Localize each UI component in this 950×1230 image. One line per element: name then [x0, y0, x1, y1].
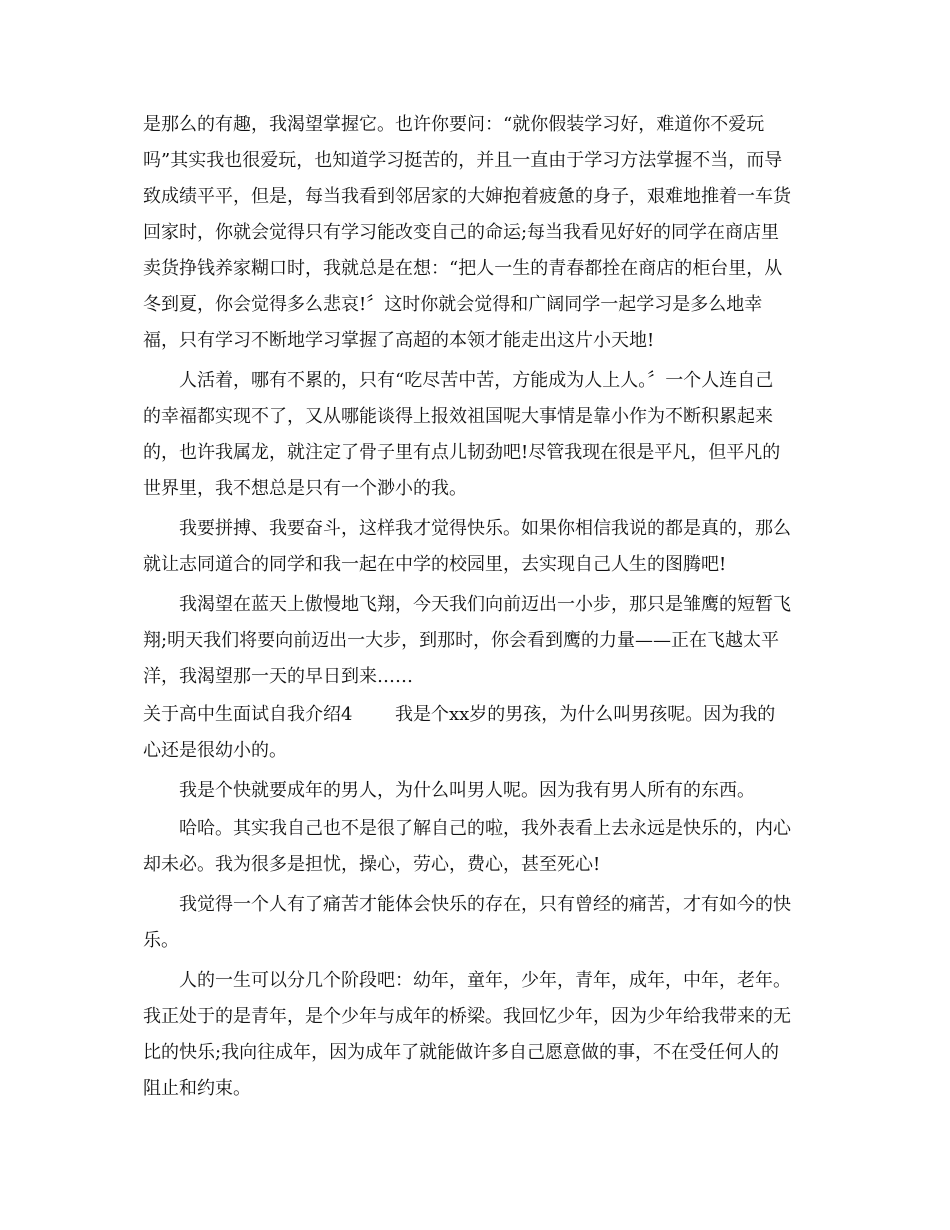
- paragraph-4-line-1: 我渴望在蓝天上傲慢地飞翔，今天我们向前迈出一小步，那只是雏鹰的短暂飞: [179, 594, 791, 615]
- paragraph-8-line-2: 我正处于的是青年，是个少年与成年的桥梁。我回忆少年，因为少年给我带来的无: [143, 1006, 791, 1027]
- paragraph-7-line-1: 我觉得一个人有了痛苦才能体会快乐的存在，只有曾经的痛苦，才有如今的快: [179, 894, 791, 915]
- paragraph-2-line-3: 的，也许我属龙，就注定了骨子里有点儿韧劲吧!尽管我现在很是平凡，但平凡的: [143, 442, 781, 463]
- paragraph-6-line-1: 哈哈。其实我自己也不是很了解自己的啦，我外表看上去永远是快乐的，内心: [179, 818, 791, 839]
- section-heading: 关于高中生面试自我介绍4: [143, 704, 353, 725]
- paragraph-1-line-2: 吗”其实我也很爱玩，也知道学习挺苦的，并且一直由于学习方法掌握不当，而导: [143, 150, 783, 171]
- section-heading-continuation: 心还是很幼小的。: [143, 740, 287, 761]
- paragraph-1-line-4: 回家时，你就会觉得只有学习能改变自己的命运;每当我看见好好的同学在商店里: [143, 222, 780, 243]
- section-heading-tail: 我是个xx岁的男孩，为什么叫男孩呢。因为我的: [395, 704, 776, 725]
- paragraph-1-line-3: 致成绩平平，但是，每当我看到邻居家的大婶抱着疲惫的身子，艰难地推着一车货: [143, 186, 791, 207]
- paragraph-6-line-2: 却未必。我为很多是担忧，操心，劳心，费心，甚至死心!: [143, 854, 601, 875]
- paragraph-2-line-1: 人活着，哪有不累的，只有“吃尽苦中苦，方能成为人上人。〞一个人连自己: [179, 370, 774, 391]
- paragraph-3-line-1: 我要拼搏、我要奋斗，这样我才觉得快乐。如果你相信我说的都是真的，那么: [179, 518, 791, 539]
- paragraph-8-line-1: 人的一生可以分几个阶段吧：幼年，童年，少年，青年，成年，中年，老年。: [179, 970, 791, 991]
- paragraph-2-line-2: 的幸福都实现不了，又从哪能谈得上报效祖国呢大事情是靠小作为不断积累起来: [143, 406, 773, 427]
- paragraph-1-line-7: 福，只有学习不断地学习掌握了高超的本领才能走出这片小天地!: [143, 330, 655, 351]
- paragraph-1-line-5: 卖货挣钱养家糊口时，我就总是在想：“把人一生的青春都拴在商店的柜台里，从: [143, 258, 783, 279]
- paragraph-2-line-4: 世界里，我不想总是只有一个渺小的我。: [143, 478, 467, 499]
- paragraph-1-line-6: 冬到夏，你会觉得多么悲哀!〞这时你就会觉得和广阔同学一起学习是多么地幸: [143, 294, 763, 315]
- paragraph-1-line-1: 是那么的有趣，我渴望掌握它。也许你要问：“就你假装学习好，难道你不爱玩: [143, 114, 765, 135]
- paragraph-7-line-2: 乐。: [143, 930, 179, 951]
- paragraph-8-line-3: 比的快乐;我向往成年，因为成年了就能做许多自己愿意做的事，不在受任何人的: [143, 1042, 780, 1063]
- paragraph-4-line-3: 洋，我渴望那一天的早日到来……: [143, 666, 413, 687]
- paragraph-5-line-1: 我是个快就要成年的男人，为什么叫男人呢。因为我有男人所有的东西。: [179, 780, 755, 801]
- paragraph-8-line-4: 阻止和约束。: [143, 1078, 251, 1099]
- paragraph-4-line-2: 翔;明天我们将要向前迈出一大步，到那时，你会看到鹰的力量——正在飞越太平: [143, 630, 780, 651]
- section-heading-line: [143, 703, 776, 727]
- paragraph-3-line-2: 就让志同道合的同学和我一起在中学的校园里，去实现自己人生的图腾吧!: [143, 554, 727, 575]
